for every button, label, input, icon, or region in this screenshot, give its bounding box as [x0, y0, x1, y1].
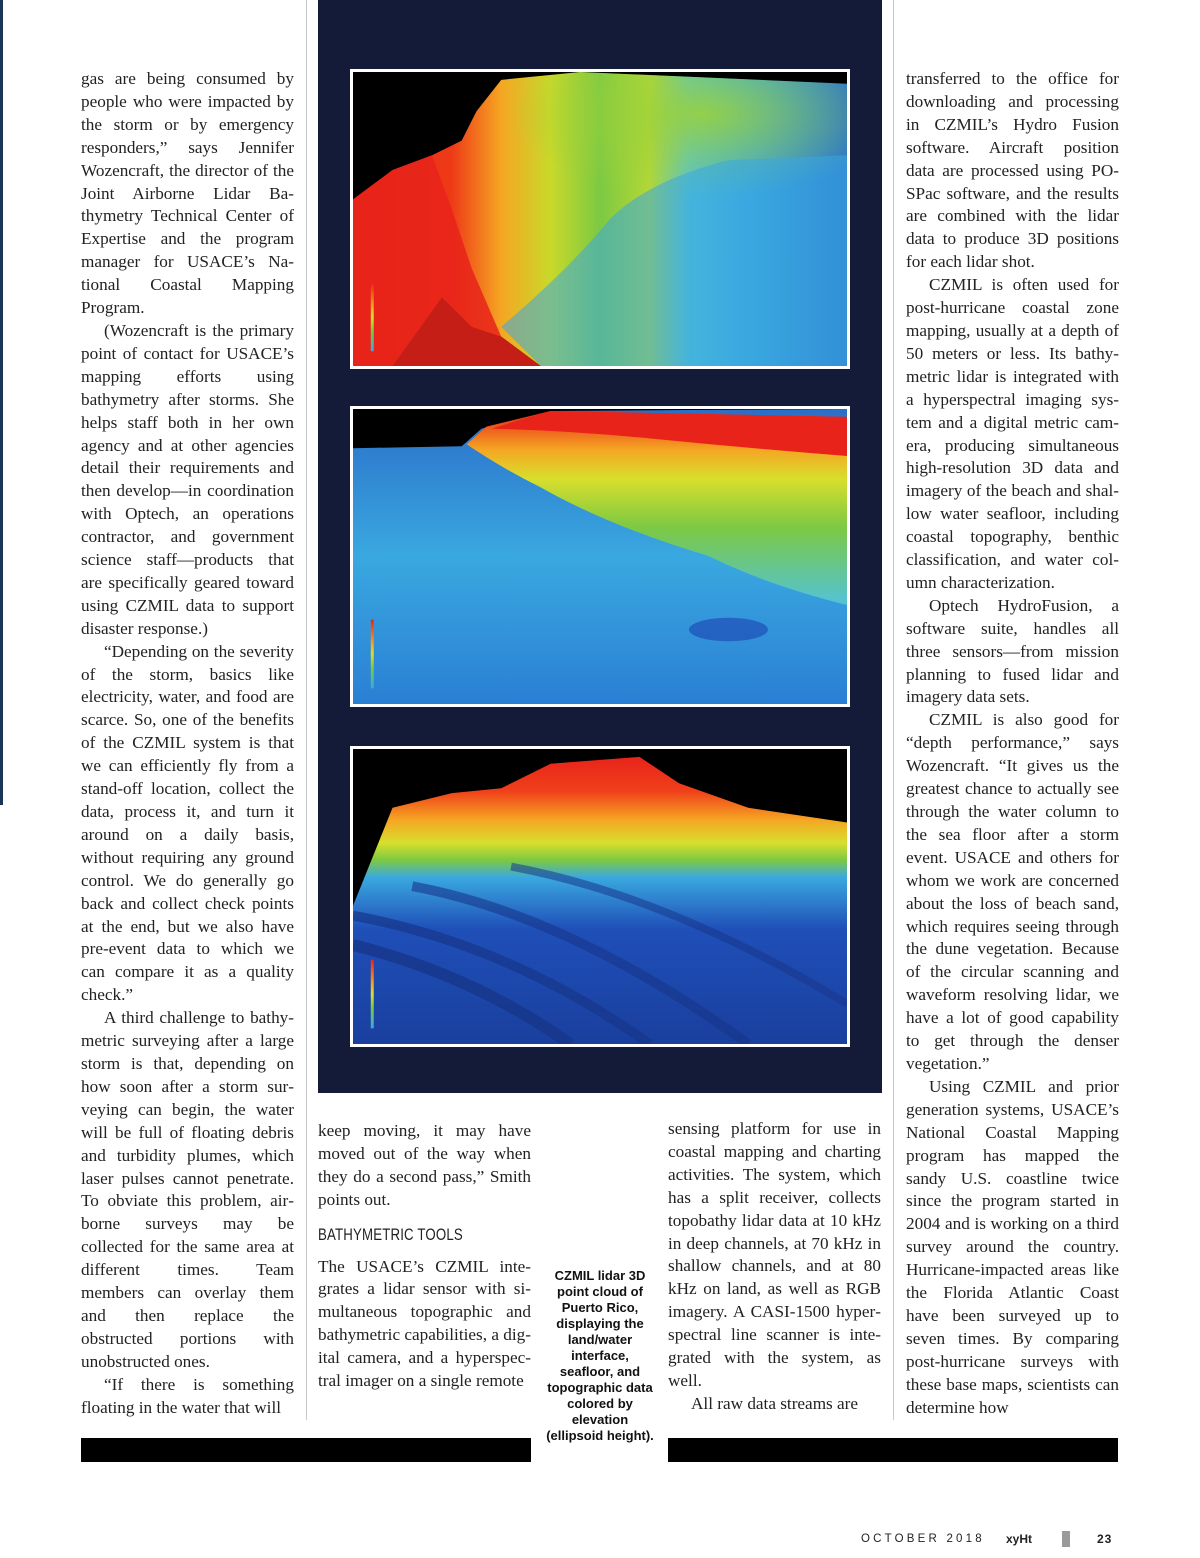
footer-magazine-name: xyHt — [1006, 1532, 1033, 1546]
article-column-mid-2 — [668, 1118, 881, 1416]
footer-date: OCTOBER 2018 — [861, 1533, 985, 1545]
article-column-mid-1 — [318, 1120, 531, 1393]
footer-black-bar-left — [81, 1438, 531, 1462]
article-column-left — [81, 68, 294, 1419]
lidar-image-seafloor-view — [350, 746, 850, 1047]
article-column-right — [906, 68, 1119, 1419]
paragraph: The USACE’s CZMIL integrates a lidar sensor with simultaneous topographic and bathymetric capabilities, a digital camera, and a hyperspectral imager on a single remote — [318, 1256, 531, 1391]
paragraph: Using CZMIL and prior generation systems, USACE’s National Coastal Mapping program has mapped the sandy U.S. coastline twice since the program started in 2004 and is working on a third survey around the country. Hurricane-impacted areas like the Florida Atlantic Coast have been surveyed up to seven times. By comparing post-hurricane surveys with these base maps, scientists can determine how — [906, 1076, 1119, 1417]
lidar-point-cloud-2 — [353, 409, 847, 704]
paragraph: All raw data streams are — [691, 1393, 859, 1413]
column-rule-left — [306, 0, 307, 1420]
paragraph: Optech HydroFusion, a software suite, handles all three sensors—from mission planning to fused lidar and imagery data sets. — [906, 595, 1119, 707]
paragraph: transferred to the office for downloading and processing in CZMIL’s Hydro Fusion software. Aircraft position data are processed using POSPac software, and the results are combined with the lidar data to produce 3D positions for each lidar shot. — [906, 69, 1119, 272]
page-number: 23 — [1097, 1532, 1113, 1546]
footer-black-bar-right — [668, 1438, 1118, 1462]
lidar-point-cloud-1 — [353, 72, 847, 366]
figure-caption: CZMIL lidar 3D point cloud of Puerto Rico, displaying the land/water interface, seafloor, and topographic data colored by elevation (ellipsoid height). — [546, 1268, 654, 1443]
paragraph: “Depending on the severity of the storm, basics like electricity, water, and food are scarce. So, one of the benefits of the CZMIL system is that we can efficiently fly from a stand-off location, collect the data, process it, and turn it around on a daily basis, without requiring any ground control. We do generally go back and collect check points at the end, but we also have pre-event data to which we can compare it as a quality check.” — [81, 641, 294, 1005]
section-subhead: BATHYMETRIC TOOLS — [318, 1224, 463, 1244]
paragraph: CZMIL is also good for “depth performance,” says Wozencraft. “It gives us the greatest chance to actually see through the water column to the sea floor after a storm event. USACE and others for whom we work are concerned about the loss of beach sand, which requires seeing through the dune vegetation. Because of the circular scanning and waveform resolving lidar, we have a lot of good capability to get through the denser vegetation.” — [906, 710, 1119, 1073]
paragraph: keep moving, it may have moved out of the way when they do a second pass,” Smith points out. — [318, 1121, 531, 1209]
page-edge-bar — [0, 0, 3, 805]
footer-divider-block — [1062, 1531, 1070, 1547]
lidar-image-oblique-view — [350, 406, 850, 707]
paragraph: (Wozencraft is the primary point of contact for USACE’s mapping efforts using bathymetry after storms. She helps staff both in her own agency and at other agencies detail their requirements and then develop—in coordination with Optech, an operations contractor, and government science staff—products that are specifically geared toward using CZMIL data to support disaster response.) — [81, 320, 294, 638]
paragraph: “If there is something floating in the water that will — [81, 1374, 294, 1417]
paragraph: sensing platform for use in coastal mapping and charting activities. The system, which has a split receiver, collects topobathy lidar data at 10 kHz in deep channels, at 70 kHz in shallow channels, and at 80 kHz on land, as well as RGB imagery. A CASI-1500 hyperspectral line scanner is integrated with the system, as well. — [668, 1119, 881, 1390]
paragraph: CZMIL is often used for post-hurricane coastal zone mapping, usually at a depth of 50 meters or less. Its bathymetric lidar is integrated with a hyperspectral imaging system and a digital metric camera, producing simultaneous high-resolution 3D data and imagery of the beach and shallow water seafloor, including coastal topography, benthic classification, and water column characterization. — [906, 275, 1119, 592]
column-rule-right — [893, 0, 894, 1420]
paragraph: gas are being consumed by people who were impacted by the storm or by emergency responders,” says Jennifer Wozencraft, the director of the Joint Airborne Lidar Bathymetry Technical Center of Expertise and the program manager for USACE’s National Coastal Mapping Program. — [81, 69, 294, 318]
paragraph: A third challenge to bathymetric surveying after a large storm is that, depending on how soon after a storm surveying can begin, the water will be full of floating debris and turbidity plumes, which laser pulses cannot penetrate. To obviate this problem, airborne surveys may be collected for the same area at different times. Team members can overlay them and then replace the obstructed portions with unobstructed ones. — [81, 1008, 294, 1371]
page-footer — [0, 1531, 1200, 1551]
lidar-point-cloud-3 — [353, 749, 847, 1044]
lidar-image-top-view — [350, 69, 850, 369]
